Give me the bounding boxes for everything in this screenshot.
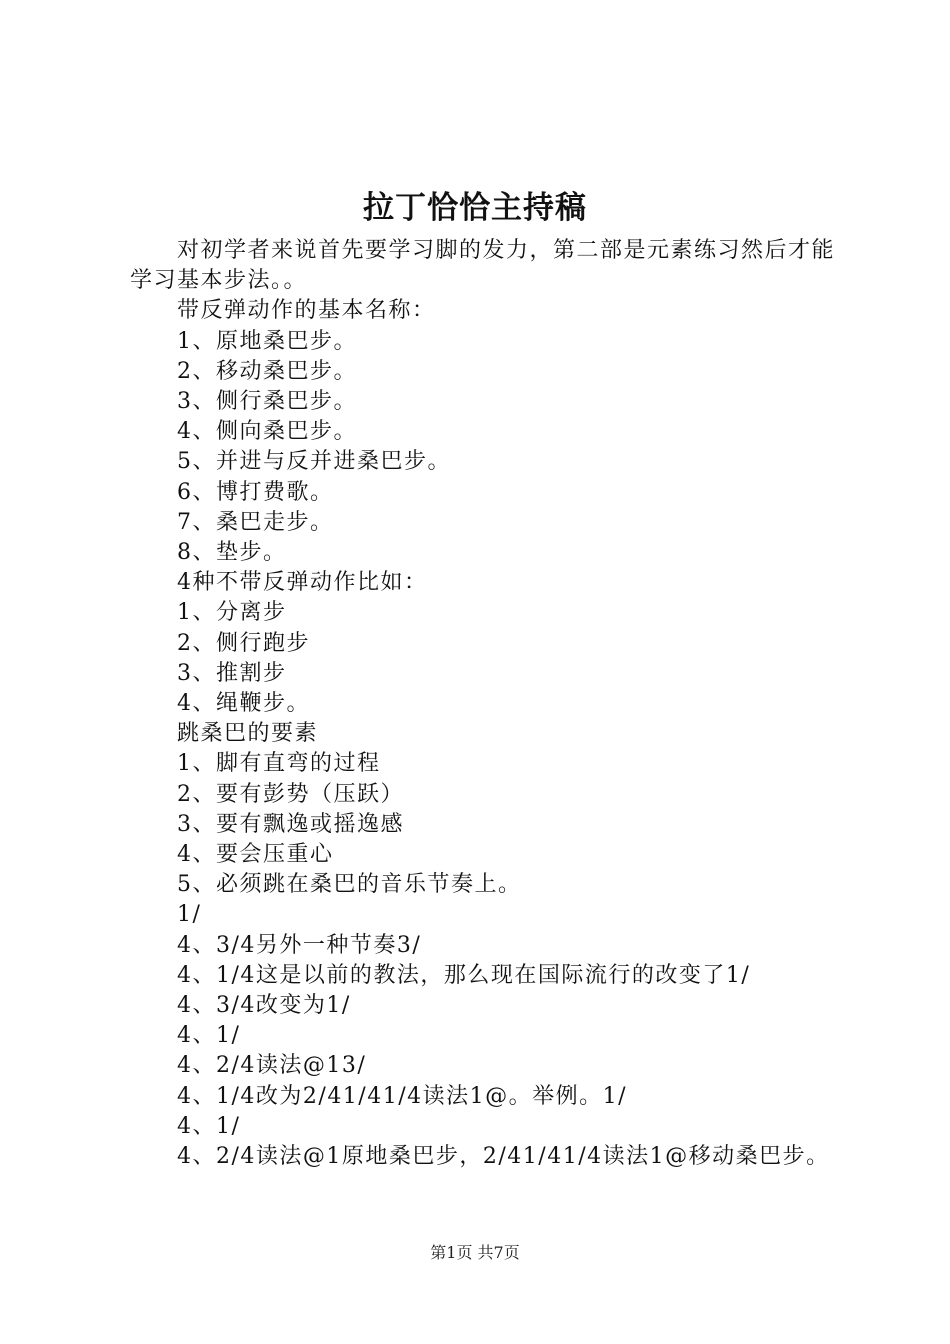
- body-line: 4、3/4另外一种节奏3/: [177, 932, 422, 958]
- body-line: 4、绳鞭步。: [177, 691, 310, 717]
- body-line: 1/: [177, 902, 202, 928]
- body-line: 4、1/4这是以前的教法，那么现在国际流行的改变了1/: [177, 962, 751, 988]
- body-line: 4种不带反弹动作比如：: [177, 570, 428, 596]
- body-line: 5、必须跳在桑巴的音乐节奏上。: [177, 872, 522, 898]
- body-line: 1、脚有直弯的过程: [177, 751, 381, 777]
- body-line: 跳桑巴的要素: [177, 721, 319, 747]
- body-line: 4、1/: [177, 1023, 241, 1049]
- body-line: 2、要有彭势（压跃）: [177, 781, 404, 807]
- document-body: [130, 236, 850, 1172]
- body-line: 1、分离步: [177, 600, 287, 626]
- body-line: 2、侧行跑步: [177, 630, 310, 656]
- intro-paragraph: 对初学者来说首先要学习脚的发力，第二部是元素练习然后才能学习基本步法。。: [130, 238, 836, 294]
- page-footer: 第1页 共7页: [430, 1243, 520, 1262]
- body-line: 3、推割步: [177, 660, 287, 686]
- body-line: 带反弹动作的基本名称：: [177, 298, 436, 324]
- body-line: 5、并进与反并进桑巴步。: [177, 449, 451, 475]
- body-line: 4、1/: [177, 1113, 241, 1139]
- body-line: 4、要会压重心: [177, 842, 334, 868]
- body-line: 4、侧向桑巴步。: [177, 419, 357, 445]
- document-title: 拉丁恰恰主持稿: [363, 190, 587, 226]
- body-line: 1、原地桑巴步。: [177, 328, 357, 354]
- body-line: 8、垫步。: [177, 540, 287, 566]
- body-line: 6、博打费歌。: [177, 479, 334, 505]
- body-line: 4、2/4读法@13/: [177, 1053, 367, 1079]
- body-line: 3、要有飘逸或摇逸感: [177, 811, 404, 837]
- body-line: 3、侧行桑巴步。: [177, 389, 357, 415]
- body-line: 7、桑巴走步。: [177, 509, 334, 535]
- body-line: 4、1/4改为2/41/41/4读法1@。举例。1/: [177, 1083, 628, 1109]
- body-line: 2、移动桑巴步。: [177, 358, 357, 384]
- body-line: 4、3/4改变为1/: [177, 993, 351, 1019]
- body-line: 4、2/4读法@1原地桑巴步，2/41/41/4读法1@移动桑巴步。: [177, 1144, 830, 1170]
